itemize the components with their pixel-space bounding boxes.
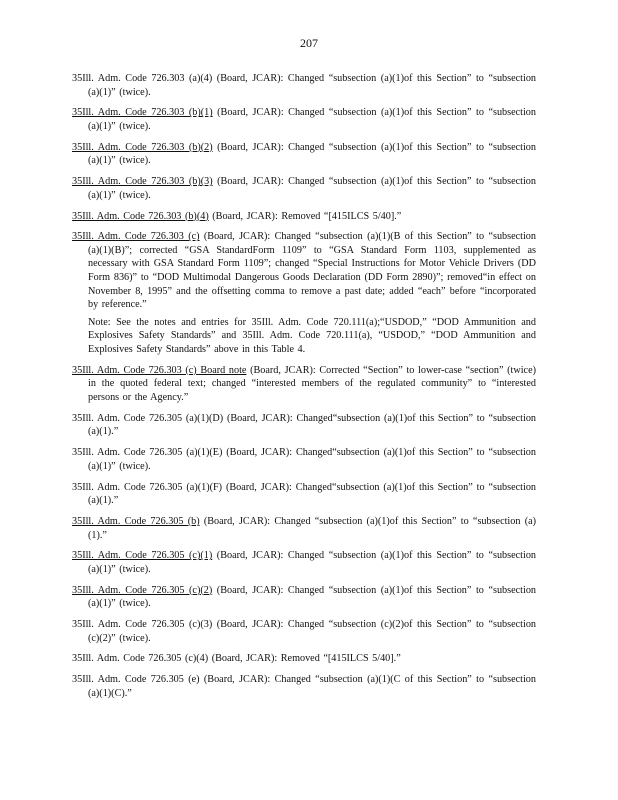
amendment-text: (Board, JCAR): Changed“subsection (a)(1)of this Section” to “subsection (a)(1)” (twice).: [88, 447, 536, 472]
list-item: [72, 72, 536, 99]
amendment-text: (Board, JCAR): Changed“subsection (a)(1)of this Section” to “subsection (a)(1).”: [88, 412, 537, 438]
code-citation: 35Ill. Adm. Code 726.303 (c) Board note: [72, 364, 247, 376]
list-item: [72, 446, 536, 473]
list-item: [72, 210, 536, 224]
code-citation: 35Ill. Adm. Code 726.305 (e): [72, 674, 200, 686]
code-citation: 35Ill. Adm. Code 726.305 (c)(4): [72, 653, 209, 665]
list-item: [72, 515, 536, 542]
amendment-text: (Board, JCAR): Changed “subsection (a)(1)of this Section” to “subsection (a)(1)” (twice).: [88, 73, 537, 98]
code-citation: 35Ill. Adm. Code 726.303 (a)(4): [72, 73, 213, 84]
code-citation: 35Ill. Adm. Code 726.305 (c)(1): [72, 550, 213, 562]
code-citation: 35Ill. Adm. Code 726.303 (c): [72, 231, 200, 243]
amendment-text: (Board, JCAR): Changed “subsection (a)(1)(B of this Section” to “subsection (a)(1)(B)”; corrected “GSA StandardForm 1109” to “GSA Standard Form 1103, supplemented as necessary with GSA Standard Form 1109”; changed “Special Instructions for Motor Vehicle Drivers (DD Form 836)” to “DOD Multimodal Dangerous Goods Declaration (DD Form 2890)”; removed“in effect on November 8, 1995” and the offsetting comma to remove a past date; added “each” before “incorporated by reference.”: [88, 231, 536, 311]
code-citation: 35Ill. Adm. Code 726.303 (b)(3): [72, 176, 213, 188]
amendment-text: (Board, JCAR): Changed“subsection (a)(1)of this Section” to “subsection (a)(1).”: [88, 481, 537, 507]
list-item: [72, 549, 536, 576]
table-note: Note: See the notes and entries for 35Ill. Adm. Code 720.111(a);“USDOD,” “DOD Ammunition and Explosives Safety Standards” and 35Ill. Adm. Code 720.111(a), “USDOD,” “DOD Ammunition and Explosives Safety Standards” above in this Table 4.: [88, 316, 536, 356]
code-citation: 35Ill. Adm. Code 726.303 (b)(4): [72, 210, 209, 222]
amendment-text: (Board, JCAR): Changed “subsection (a)(1)of this Section” to “subsection (a)(1)” (twice).: [88, 107, 536, 132]
code-citation: 35Ill. Adm. Code 726.305 (b): [72, 515, 200, 527]
list-item: [72, 230, 536, 312]
amendment-text: (Board, JCAR): Changed “subsection (a)(1)(C of this Section” to “subsection (a)(1)(C).”: [88, 674, 536, 699]
code-citation: 35Ill. Adm. Code 726.305 (a)(1)(F): [72, 481, 223, 493]
amendment-text: (Board, JCAR): Changed “subsection (a)(1)of this Section” to “subsection (a)(1)” (twice).: [88, 584, 537, 610]
list-item: [72, 141, 536, 168]
list-item: [72, 412, 536, 439]
code-citation: 35Ill. Adm. Code 726.305 (a)(1)(E): [72, 447, 223, 459]
code-citation: 35Ill. Adm. Code 726.303 (b)(1): [72, 107, 213, 119]
amendment-text: (Board, JCAR): Changed “subsection (a)(1)of this Section” to “subsection (a)(1)” (twice).: [88, 141, 536, 167]
amendment-text: (Board, JCAR): Corrected “Section” to lower-case “section” (twice) in the quoted federal text; changed “interested members of the regulated community” to “interested persons or the Agency.”: [88, 364, 536, 403]
list-item: [72, 106, 536, 133]
code-citation: 35Ill. Adm. Code 726.305 (c)(2): [72, 584, 213, 596]
list-item: [72, 618, 536, 645]
amendment-text: (Board, JCAR): Changed “subsection (c)(2)of this Section” to “subsection (c)(2)” (twice).: [88, 619, 537, 644]
amendment-text: (Board, JCAR): Changed “subsection (a)(1)of this Section” to “subsection (a)(1)” (twice).: [88, 550, 537, 575]
list-item: [72, 481, 536, 508]
amendments-list: [72, 72, 536, 708]
list-item: [72, 673, 536, 700]
list-item: [72, 364, 536, 405]
amendment-text: (Board, JCAR): Changed “subsection (a)(1)of this Section” to “subsection (a)(1).”: [88, 515, 537, 541]
amendment-text: (Board, JCAR): Removed “[415ILCS 5/40].”: [208, 653, 401, 665]
code-citation: 35Ill. Adm. Code 726.305 (a)(1)(D): [72, 412, 224, 424]
amendment-text: (Board, JCAR): Changed “subsection (a)(1)of this Section” to “subsection (a)(1)” (twice).: [88, 176, 536, 201]
code-citation: 35Ill. Adm. Code 726.305 (c)(3): [72, 619, 213, 631]
code-citation: 35Ill. Adm. Code 726.303 (b)(2): [72, 141, 213, 153]
list-item: [72, 584, 536, 611]
amendment-text: (Board, JCAR): Removed “[415ILCS 5/40].”: [208, 210, 402, 222]
page-number: 207: [300, 36, 318, 50]
list-item: [72, 175, 536, 202]
list-item: [72, 652, 536, 666]
